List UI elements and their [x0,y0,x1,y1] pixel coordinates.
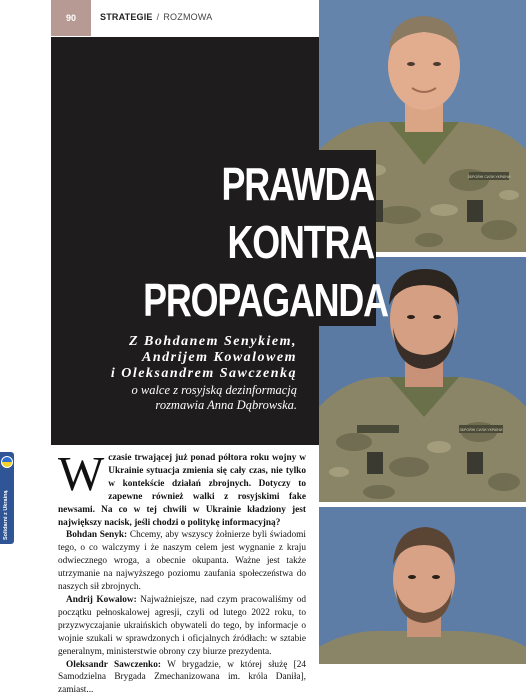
speaker-name: Oleksandr Sawczenko: [66,660,161,670]
breadcrumb-separator: / [157,12,160,22]
article-title [143,155,374,329]
article-intro [92,334,297,413]
answer-paragraph [58,594,306,659]
side-tab-label: Solidarni z Ukrainą [3,490,9,540]
speaker-name: Andrij Kowalow: [66,595,137,605]
photo-credit-text: ANNA DĄBROWSKA (3) [312,576,318,660]
subsection-label: ROZMOWA [163,12,212,22]
section-label: STRATEGIE [100,12,153,22]
answer-paragraph [58,659,306,697]
drop-cap: W [58,454,104,494]
intro-subtitle [92,383,297,413]
uniform-badge-text: ЗБРОЙНІ СИЛИ УКРАЇНИ [467,175,510,179]
title-line-1: PRAWDA [143,155,374,213]
question-paragraph: czasie trwającej już ponad półtora roku wojny w Ukrainie sytuacja zmienia się cały czas, nie tylko w kontekście działań zbrojnych. Dotyczy to zapewne również walki z rosyjskimi fake newsami. Na co w tej chwili w Ukrainie kładziony jest największy nacisk, jeśli chodzi o politykę informacyjną? [58,452,306,529]
title-line-3: PROPAGANDA [143,271,374,329]
section-breadcrumb [100,12,212,22]
speaker-name: Bohdan Senyk: [66,530,127,540]
answer-paragraph [58,529,306,594]
portrait-photo-sawczenko [319,507,526,664]
answer-text: Najważniejsze, nad czym pracowaliśmy od początku pełnoskalowej agresji, czyli od lutego 2022 roku, to przyzwyczajanie ukraińskich obywateli do tego, by informacje o wojnie szukali w sprawdzonych i oficjalnych źródłach: w sztabie generalnym, ministerstwie obrony czy biurze prezydenta. [58,595,306,657]
ukraine-flag-icon [1,456,13,468]
page-number: 90 [51,0,91,36]
intro-sub-line-2: rozmawia Anna Dąbrowska. [92,398,297,413]
interviewee-names [92,334,297,382]
title-line-2: KONTRA [143,213,374,271]
intro-names-line-3: i Oleksandrem Sawczenką [92,366,297,382]
uniform-badge-text: ЗБРОЙНІ СИЛИ УКРАЇНИ [459,428,502,432]
intro-names-line-1: Z Bohdanem Senykiem, [92,334,297,350]
answer-text: W brygadzie, w której służę [24 Samodzielna Brygada Zmechanizowana im. króla Daniła], zamiast... [58,660,306,696]
solidarity-side-tab[interactable] [0,452,14,544]
answer-text: Chcemy, aby wszyscy żołnierze byli świadomi tego, o co walczymy i że naszym celem jest wygnanie z kraju odwiecznego wroga, a obecnie okupanta. Ważne jest także utrzymanie na najwyższego poziomu zaufania społeczeństwa do naszych sił zbrojnych. [58,530,306,592]
intro-names-line-2: Andrijem Kowalowem [92,350,297,366]
article-body [58,452,306,697]
intro-sub-line-1: o walce z rosyjską dezinformacją [92,383,297,398]
photo-credit [308,576,320,664]
